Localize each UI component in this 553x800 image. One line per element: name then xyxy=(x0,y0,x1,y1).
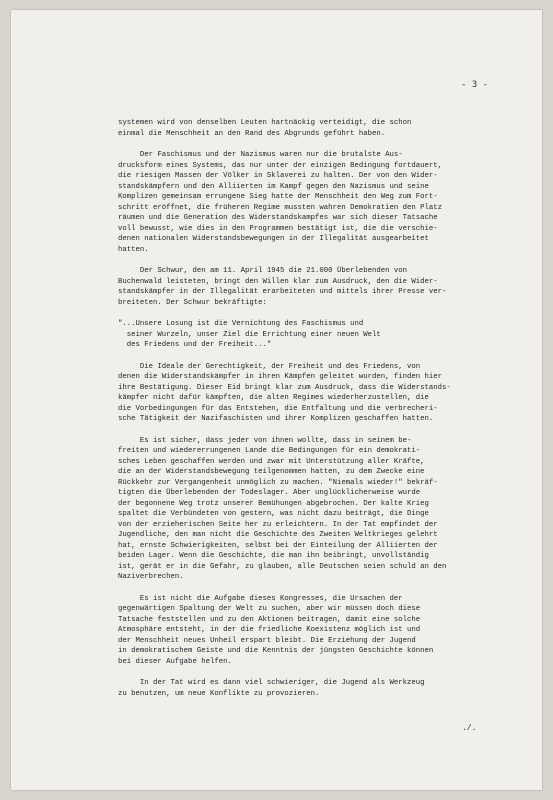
text-line: spaltet die Verbündeten von gestern, was nicht dazu beiträgt, die Dinge xyxy=(118,510,429,518)
text-line: Jugendliche, den man nicht die Geschichte des Zweiten Weltkrieges gelehrt xyxy=(118,531,438,539)
paragraph xyxy=(118,266,483,308)
text-line: voll bewusst, wie dies in den Programmen bestätigt ist, die die verschie- xyxy=(118,224,438,233)
text-line: einmal die Menschheit an den Rand des Abgrunds geführt haben. xyxy=(118,129,386,138)
page-number: - 3 - xyxy=(461,80,489,90)
text-line: die an der Widerstandsbewegung teilgenommen hatten, zu dem Zwecke eine xyxy=(118,468,425,476)
text-line: die riesigen Massen der Völker in Sklaverei zu halten. Der von den Wider- xyxy=(118,172,438,180)
text-line: denen nationalen Widerstandsbewegungen in der Illegalität ausgearbeitet xyxy=(118,235,429,243)
text-line: ihre Bestätigung. Dieser Eid bringt klar zum Ausdruck, dass die Widerstands- xyxy=(118,383,451,392)
paragraph xyxy=(118,436,483,583)
text-line: hat, ernste Schwierigkeiten, selbst bei der Einteilung der Alliierten der xyxy=(118,541,438,550)
text-line: breiteten. Der Schwur bekräftigte: xyxy=(118,298,267,307)
text-line: standskämpfer in der Illegalität erarbeiteten und mittels ihrer Presse ver- xyxy=(118,288,447,296)
text-line: der begonnene Weg trotz unserer Bemühungen abgebrochen. Der kalte Krieg xyxy=(118,499,429,508)
text-line: sche Tätigkeit der Nazifaschisten und ihrer Komplizen geschaffen hatten. xyxy=(118,415,434,423)
text-line: denen die Widerstandskämpfer in ihren Kämpfen geleitet wurden, finden hier xyxy=(118,373,443,381)
text-line: Naziverbrechen. xyxy=(118,573,184,581)
text-line: schritt eröffnet, die früheren Regime mussten wahren Demokratien den Platz xyxy=(118,203,443,212)
text-line: beiden Lager. Wenn die Geschichte, die man ihn beibringt, unvollständig xyxy=(118,552,429,560)
text-line: die Vorbedingungen für das Entstehen, die Entfaltung und die verbrecheri- xyxy=(118,404,438,413)
paragraph xyxy=(118,594,483,668)
paragraph xyxy=(118,118,483,139)
paragraph xyxy=(118,150,483,255)
text-line: Der Faschismus und der Nazismus waren nur die brutalste Aus- xyxy=(118,151,403,159)
text-line: In der Tat wird es dann viel schwieriger, die Jugend als Werkzeug xyxy=(118,679,425,687)
text-line: Es ist sicher, dass jeder von ihnen wollte, dass in seinem be- xyxy=(118,436,412,445)
text-line: von der erzieherischen Seite her zu erleichtern. In der Tat empfindet der xyxy=(118,520,438,529)
text-line: hatten. xyxy=(118,245,149,254)
text-line: Atmosphäre entsteht, in der die friedliche Koexistenz möglich ist und xyxy=(118,626,421,634)
text-line: bei dieser Aufgabe helfen. xyxy=(118,657,232,666)
text-line: Rückkehr zur Vergangenheit unmöglich zu machen. "Niemals wieder!" bekräf- xyxy=(118,478,438,487)
text-line: Der Schwur, den am 11. April 1945 die 21.000 Überlebenden von xyxy=(118,267,408,275)
continuation-mark: ./. xyxy=(462,724,477,733)
text-line: drucksform eines Systems, das nur unter der einzigen Bedingung fortdauert, xyxy=(118,161,443,170)
text-line: gegenwärtigen Spaltung der Welt zu suchen, aber wir müssen doch diese xyxy=(118,605,421,613)
text-line: zu benutzen, um neue Konflikte zu provozieren. xyxy=(118,689,320,698)
text-line: Es ist nicht die Aufgabe dieses Kongresses, die Ursachen der xyxy=(118,594,403,603)
text-line: in demokratischem Geiste und die Kenntnis der jüngsten Geschichte können xyxy=(118,647,434,655)
text-line: des Friedens und der Freiheit..." xyxy=(118,341,272,349)
text-line: Buchenwald leisteten, bringt den Willen klar zum Ausdruck, den die Wider- xyxy=(118,277,438,286)
text-line: räumen und die Generation des Widerstandskampfes war sich dieser Tatsache xyxy=(118,214,438,222)
text-line: freiten und wiedererrungenen Lande die Bedingungen für ein demokrati- xyxy=(118,447,421,455)
oath-quote xyxy=(118,319,483,351)
text-line: "...Unsere Losung ist die Vernichtung des Faschismus und xyxy=(118,320,364,328)
text-line: ist, gerät er in die Gefahr, zu glauben, alle Deutschen seien schuld an den xyxy=(118,562,447,571)
text-line: standskämpfern und den Alliierten im Kampf gegen den Nazismus und seine xyxy=(118,182,429,191)
text-line: Tatsache feststellen und zu den Aktionen beitragen, damit eine solche xyxy=(118,615,421,624)
text-line: Komplizen gemeinsam errungene Sieg hatte der Menschheit den Weg zum Fort- xyxy=(118,193,438,201)
text-line: sches Leben geschaffen werden und zwar mit Unterstützung aller Kräfte, xyxy=(118,457,425,466)
text-line: seiner Wurzeln, unser Ziel die Errichtung einer neuen Welt xyxy=(118,330,381,339)
text-line: kämpfer nicht dafür kämpften, die alten Regimes wiederherzustellen, die xyxy=(118,394,429,402)
text-line: Die Ideale der Gerechtigkeit, der Freiheit und des Friedens, von xyxy=(118,362,421,371)
text-line: der Menschheit neues Unheil erspart bleibt. Die Erziehung der Jugend xyxy=(118,636,416,645)
text-line: tigten die Überlebenden der Todeslager. Aber unglücklicherweise wurde xyxy=(118,489,421,497)
document-page xyxy=(11,10,542,790)
text-line: systemen wird von denselben Leuten hartnäckig verteidigt, die schon xyxy=(118,119,412,127)
paragraph xyxy=(118,678,483,699)
typed-text-body xyxy=(118,118,483,710)
paragraph xyxy=(118,362,483,425)
